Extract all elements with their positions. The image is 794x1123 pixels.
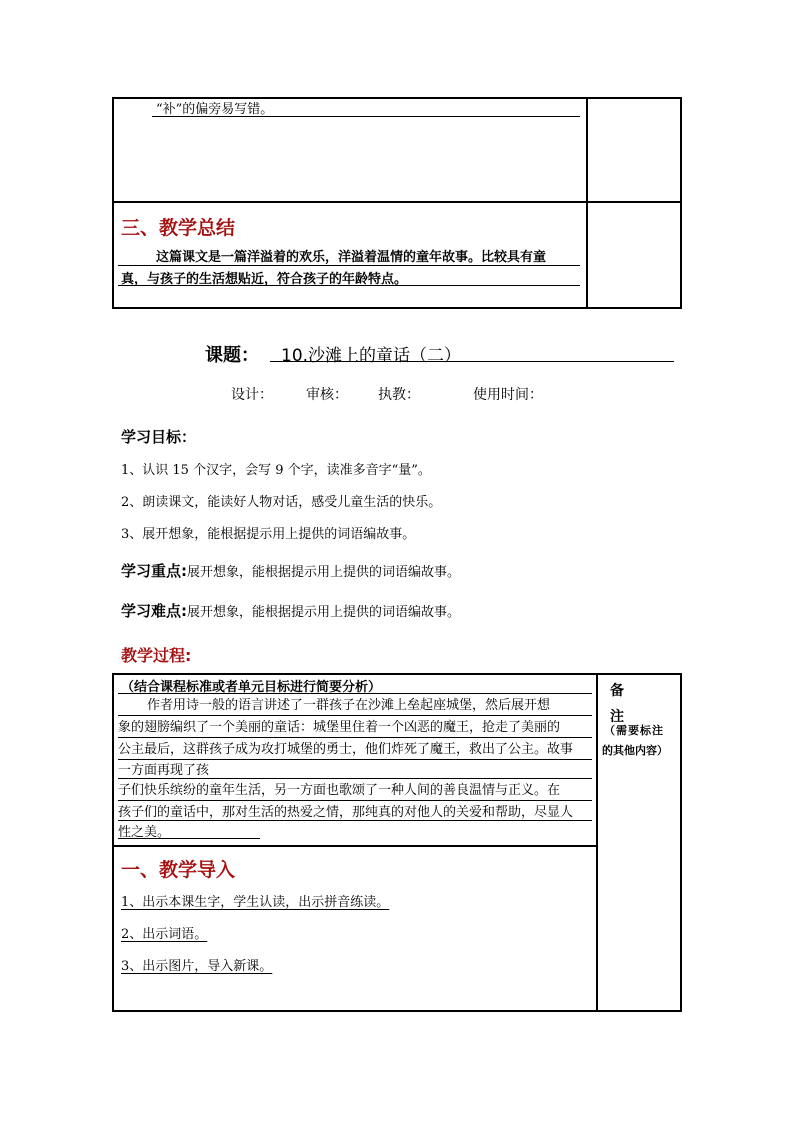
focus-row [121, 560, 460, 581]
analysis-underline-5 [118, 800, 592, 801]
summary-line-1: 这篇课文是一篇洋溢着的欢乐，洋溢着温情的童年故事。比较具有童 [156, 250, 547, 265]
section-summary-heading: 三、教学总结 [121, 217, 236, 239]
lesson-title-value: 10.沙滩上的童话（二） [281, 346, 462, 366]
difficulty-text: 展开想象，能根据提示用上提供的词语编故事。 [187, 605, 461, 620]
analysis-underline-6 [118, 820, 592, 821]
analysis-line-7: 性之美。 [118, 825, 171, 840]
summary-underline-1 [118, 265, 580, 266]
lesson-title-underline [270, 361, 674, 362]
goal-item-1: 1、认识 15 个汉字，会写 9 个字，读准多音字“量”。 [121, 463, 431, 478]
focus-label: 学习重点: [121, 562, 187, 580]
intro-item-1: 1、出示本课生字，学生认读，出示拼音练读。 [121, 895, 390, 910]
analysis-line-3: 公主最后，这群孩子成为攻打城堡的勇士，他们炸死了魔王，救出了公主。故事 [118, 742, 574, 757]
difficulty-label: 学习难点: [121, 602, 187, 620]
analysis-line-2: 象的翅膀编织了一个美丽的童话：城堡里住着一个凶恶的魔王，抢走了美丽的 [118, 720, 561, 735]
summary-line-2: 真，与孩子的生活想贴近，符合孩子的年龄特点。 [121, 272, 408, 287]
analysis-title-underline [118, 693, 592, 694]
analysis-title: （结合课程标准或者单元目标进行简要分析） [121, 680, 382, 695]
notes-sub-1: （需要标注 [604, 724, 664, 737]
top-row1-text: “补”的偏旁易写错。 [156, 102, 274, 117]
process-table-row-divider [112, 845, 596, 847]
focus-text: 展开想象，能根据提示用上提供的词语编故事。 [187, 565, 461, 580]
analysis-underline-7 [118, 838, 260, 839]
section-intro-heading: 一、教学导入 [121, 859, 236, 881]
top-table-row-divider [112, 201, 682, 203]
analysis-underline-4 [118, 778, 592, 779]
goal-item-2: 2、朗读课文，能读好人物对话，感受儿童生活的快乐。 [121, 495, 442, 510]
process-heading: 教学过程: [121, 646, 192, 665]
meta-review: 审核： [306, 387, 348, 403]
analysis-line-6: 孩子们的童话中，那对生活的热爱之情，那纯真的对他人的关爱和帮助，尽显人 [118, 805, 574, 820]
analysis-line-5: 子们快乐缤纷的童年生活，另一方面也歌颂了一种人间的善良温情与正义。在 [118, 783, 561, 798]
goal-item-3: 3、展开想象，能根据提示用上提供的词语编故事。 [121, 527, 416, 542]
analysis-underline-1 [118, 715, 592, 716]
notes-title: 备注 [610, 683, 654, 725]
analysis-line-1: 作者用诗一般的语言讲述了一群孩子在沙滩上垒起座城堡，然后展开想 [147, 698, 551, 713]
goals-heading: 学习目标： [121, 428, 197, 446]
meta-design: 设计： [231, 387, 273, 403]
process-table-col-divider [596, 673, 598, 1012]
top-table-col-divider [586, 97, 588, 309]
analysis-underline-2 [118, 737, 592, 738]
summary-underline-2 [118, 285, 580, 286]
difficulty-row [121, 600, 460, 621]
intro-item-3: 3、出示图片，导入新课。 [121, 959, 273, 974]
analysis-line-4: 一方面再现了孩 [118, 763, 210, 778]
intro-item-2: 2、出示词语。 [121, 927, 208, 942]
notes-sub-2: 的其他内容） [602, 744, 668, 757]
top-row1-underline [152, 116, 580, 117]
meta-time: 使用时间： [473, 387, 543, 403]
meta-teach: 执教： [378, 387, 420, 403]
lesson-title-label: 课题： [205, 345, 259, 366]
